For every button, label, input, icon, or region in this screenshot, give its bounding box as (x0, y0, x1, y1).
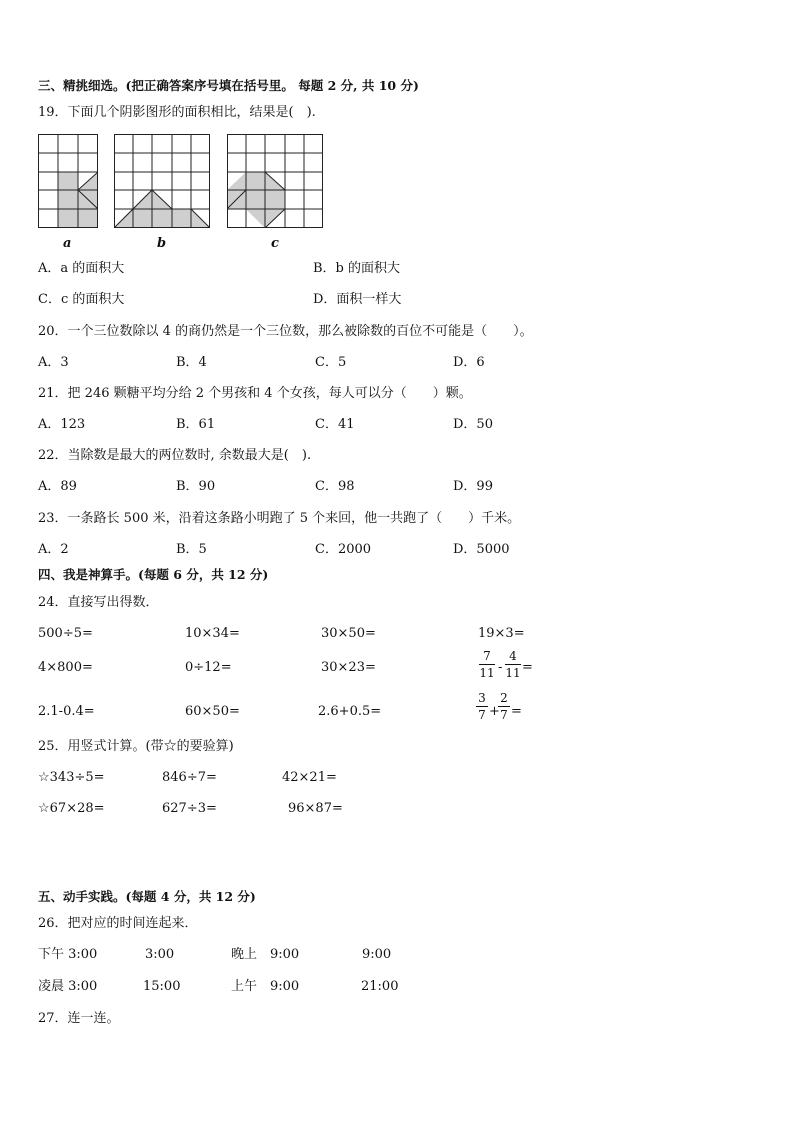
figure-c (227, 134, 323, 228)
time-item: 3:00 (145, 947, 175, 962)
q24-item: 30×50= (321, 626, 376, 641)
q19-option-c: C．c 的面积大 (38, 292, 125, 307)
time-item: 晚上 9:00 (231, 947, 300, 962)
q23-option-c: C．2000 (315, 542, 372, 557)
figure-b (114, 134, 210, 228)
q20-option-d: D．6 (453, 355, 485, 370)
numerator: 4 (509, 649, 517, 663)
section-4-title: 四、我是神算手。(每题 6 分，共 12 分) (38, 567, 269, 582)
numerator: 2 (500, 691, 508, 705)
q20-option-b: B．4 (176, 355, 207, 370)
q20-option-c: C．5 (315, 355, 347, 370)
q22-option-a: A．89 (38, 479, 77, 494)
equals-sign: = (511, 704, 522, 719)
q24-item: 60×50= (185, 704, 240, 719)
q24-item: 19×3= (478, 626, 525, 641)
fraction-2-7 (498, 692, 510, 721)
q22-option-b: B．90 (176, 479, 216, 494)
q25-item: ☆67×28= (38, 801, 105, 816)
q22-option-d: D．99 (453, 479, 493, 494)
q19-stem: 19．下面几个阴影图形的面积相比，结果是( ). (38, 105, 316, 120)
q21-option-b: B．61 (176, 417, 216, 432)
q23-stem: 23．一条路长 500 米，沿着这条路小明跑了 5 个来回，他一共跑了（ ）千米。 (38, 511, 521, 526)
q25-item: 42×21= (282, 770, 337, 785)
q21-option-a: A．123 (38, 417, 86, 432)
q24-item: 4×800= (38, 660, 93, 675)
q23-option-a: A．2 (38, 542, 69, 557)
section-5-title: 五、动手实践。(每题 4 分，共 12 分) (38, 889, 256, 904)
section-3-title: 三、精挑细选。(把正确答案序号填在括号里。 每题 2 分, 共 10 分) (38, 78, 419, 93)
q21-stem: 21．把 246 颗糖平均分给 2 个男孩和 4 个女孩，每人可以分（ ）颗。 (38, 386, 472, 401)
q25-item: ☆343÷5= (38, 770, 105, 785)
time-item: 凌晨 3:00 (38, 979, 98, 994)
q23-option-d: D．5000 (453, 542, 510, 557)
time-item: 上午 9:00 (231, 979, 300, 994)
q19-option-b: B．b 的面积大 (313, 261, 401, 276)
numerator: 3 (478, 691, 486, 705)
denominator: 7 (478, 708, 486, 722)
q21-option-d: D．50 (453, 417, 493, 432)
time-item: 9:00 (362, 947, 392, 962)
q20-stem: 20．一个三位数除以 4 的商仍然是一个三位数，那么被除数的百位不可能是（ ）。 (38, 324, 533, 339)
denominator: 11 (479, 666, 495, 680)
numerator: 7 (483, 649, 491, 663)
q25-item: 96×87= (288, 801, 343, 816)
q24-item: 0÷12= (185, 660, 232, 675)
q24-item: 10×34= (185, 626, 240, 641)
q19-option-a: A．a 的面积大 (38, 261, 125, 276)
time-item: 21:00 (361, 979, 399, 994)
operator-plus: + (489, 704, 500, 719)
fraction-3-7 (476, 692, 488, 721)
q25-item: 627÷3= (162, 801, 217, 816)
q20-option-a: A．3 (38, 355, 69, 370)
q19-option-d: D．面积一样大 (313, 292, 402, 307)
q22-option-c: C．98 (315, 479, 355, 494)
q24-item: 500÷5= (38, 626, 93, 641)
q24-item: 30×23= (321, 660, 376, 675)
q25-item: 846÷7= (162, 770, 217, 785)
time-item: 下午 3:00 (38, 947, 98, 962)
q23-option-b: B．5 (176, 542, 207, 557)
q21-option-c: C．41 (315, 417, 355, 432)
figure-label-b: b (157, 236, 167, 251)
q27-stem: 27．连一连。 (38, 1011, 120, 1026)
equals-sign: = (522, 660, 533, 675)
denominator: 11 (505, 666, 521, 680)
figure-label-a: a (63, 236, 72, 251)
q24-item: 2.1-0.4= (38, 704, 95, 719)
q26-stem: 26．把对应的时间连起来． (38, 916, 198, 931)
figure-label-c: c (271, 236, 279, 251)
denominator: 7 (500, 708, 508, 722)
q25-stem: 25．用竖式计算。(带☆的要验算) (38, 739, 234, 754)
figure-a (38, 134, 98, 228)
q24-item: 2.6+0.5= (318, 704, 382, 719)
q24-stem: 24．直接写出得数． (38, 595, 159, 610)
fraction-4-11 (505, 650, 521, 679)
fraction-7-11 (479, 650, 495, 679)
q22-stem: 22．当除数是最大的两位数时, 余数最大是( ). (38, 448, 312, 463)
operator-minus: - (498, 660, 503, 675)
time-item: 15:00 (143, 979, 181, 994)
